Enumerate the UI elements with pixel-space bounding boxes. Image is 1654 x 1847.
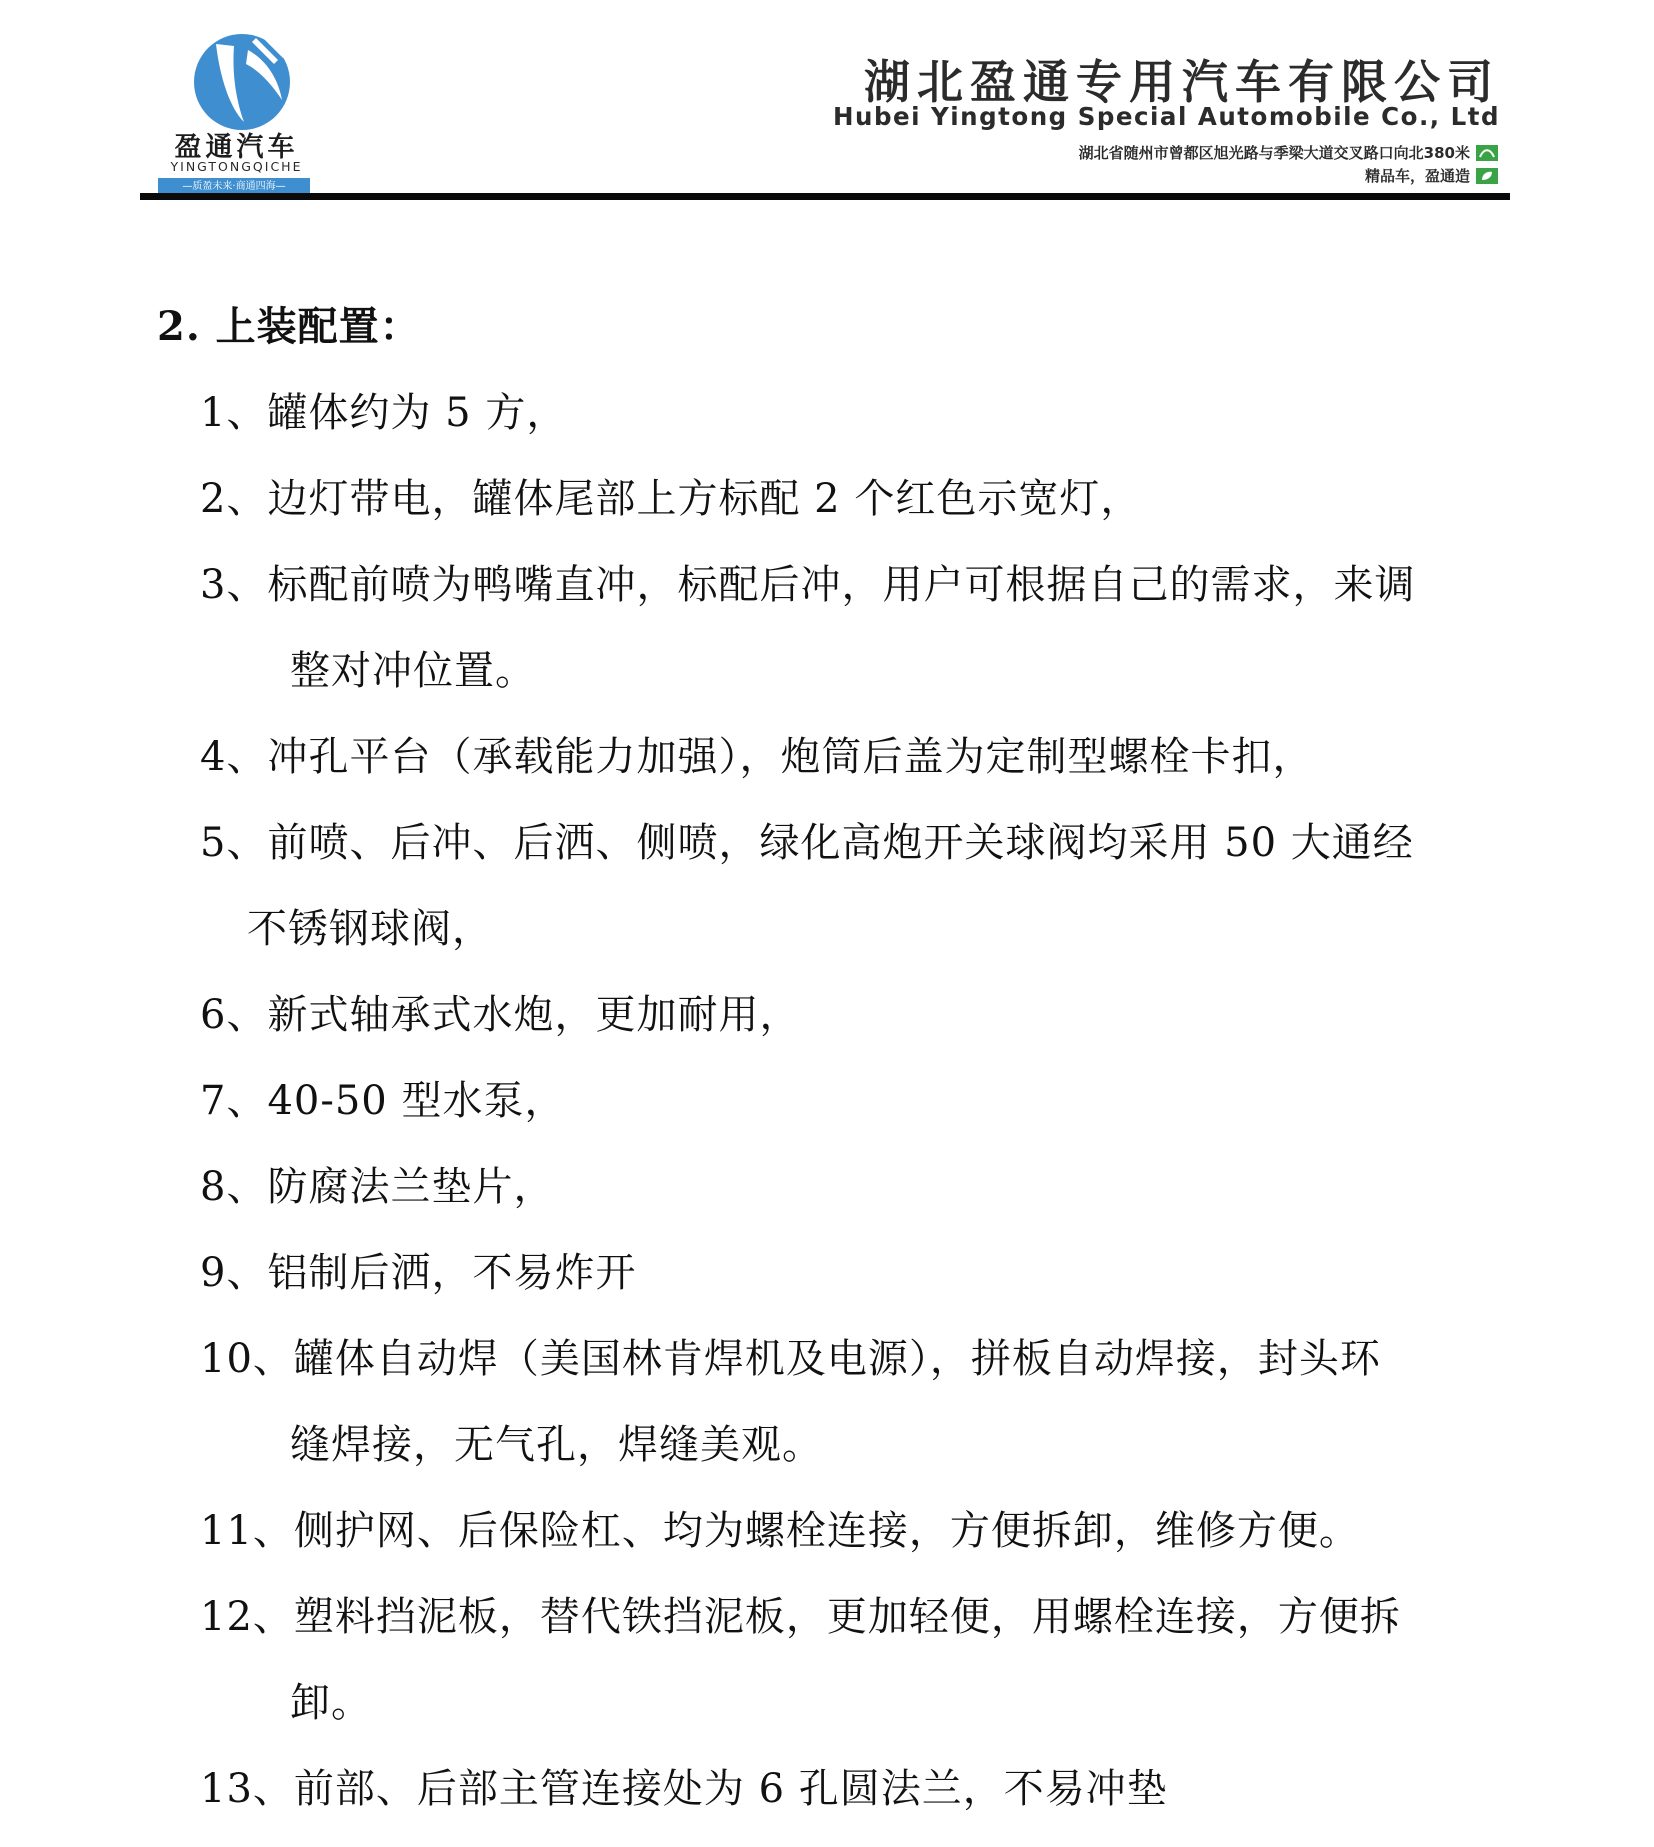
list-item-12-cont: 卸。	[290, 1680, 372, 1726]
letterhead	[140, 20, 1510, 200]
list-item-8: 8、防腐法兰垫片，	[200, 1164, 555, 1210]
list-item-3-cont: 整对冲位置。	[290, 648, 536, 694]
list-item-3: 3、标配前喷为鸭嘴直冲，标配后冲，用户可根据自己的需求，来调	[200, 562, 1416, 608]
leaf-icon	[1476, 168, 1498, 184]
logo-name-pinyin: YINGTONGQICHE	[170, 159, 303, 174]
list-item-10-cont: 缝焊接，无气孔，焊缝美观。	[290, 1422, 823, 1468]
list-item-6: 6、新式轴承式水炮，更加耐用，	[200, 992, 801, 1038]
list-item-7: 7、40-50 型水泵，	[200, 1078, 566, 1124]
logo-slogan: —质盈未来·商通四海—	[158, 178, 310, 195]
list-item-9: 9、铝制后洒，不易炸开	[200, 1250, 637, 1296]
list-item-12: 12、塑料挡泥板，替代铁挡泥板，更加轻便，用螺栓连接，方便拆	[200, 1594, 1401, 1640]
list-item-10: 10、罐体自动焊（美国林肯焊机及电源），拼板自动焊接，封头环	[200, 1336, 1381, 1382]
list-item-11: 11、侧护网、后保险杠、均为螺栓连接，方便拆卸，维修方便。	[200, 1508, 1360, 1554]
list-item-4: 4、冲孔平台（承载能力加强），炮筒后盖为定制型螺栓卡扣，	[200, 734, 1314, 780]
section-title: 2. 上装配置：	[157, 303, 421, 350]
logo-name-cn: 盈通汽车	[174, 132, 299, 163]
list-item-5-cont: 不锈钢球阀，	[247, 906, 493, 952]
list-item-13: 13、前部、后部主管连接处为 6 孔圆法兰，不易冲垫	[200, 1766, 1168, 1812]
company-logo	[154, 30, 314, 200]
header-divider	[140, 193, 1510, 200]
location-leaf-icon	[1476, 145, 1498, 161]
list-item-5: 5、前喷、后冲、后洒、侧喷，绿化高炮开关球阀均采用 50 大通经	[200, 820, 1414, 866]
company-motto-row	[1365, 165, 1498, 186]
company-name-en: Hubei Yingtong Special Automobile Co., Ltd	[833, 102, 1500, 131]
company-address-row	[1079, 142, 1498, 163]
list-item-1: 1、罐体约为 5 方，	[200, 390, 568, 436]
company-motto: 精品车，盈通造	[1364, 167, 1470, 185]
company-name-cn: 湖北盈通专用汽车有限公司	[864, 55, 1500, 109]
company-address: 湖北省随州市曾都区旭光路与季梁大道交叉路口向北380米	[1078, 144, 1470, 162]
list-item-2: 2、边灯带电，罐体尾部上方标配 2 个红色示宽灯，	[200, 476, 1142, 522]
logo-swoosh-icon	[186, 30, 294, 134]
